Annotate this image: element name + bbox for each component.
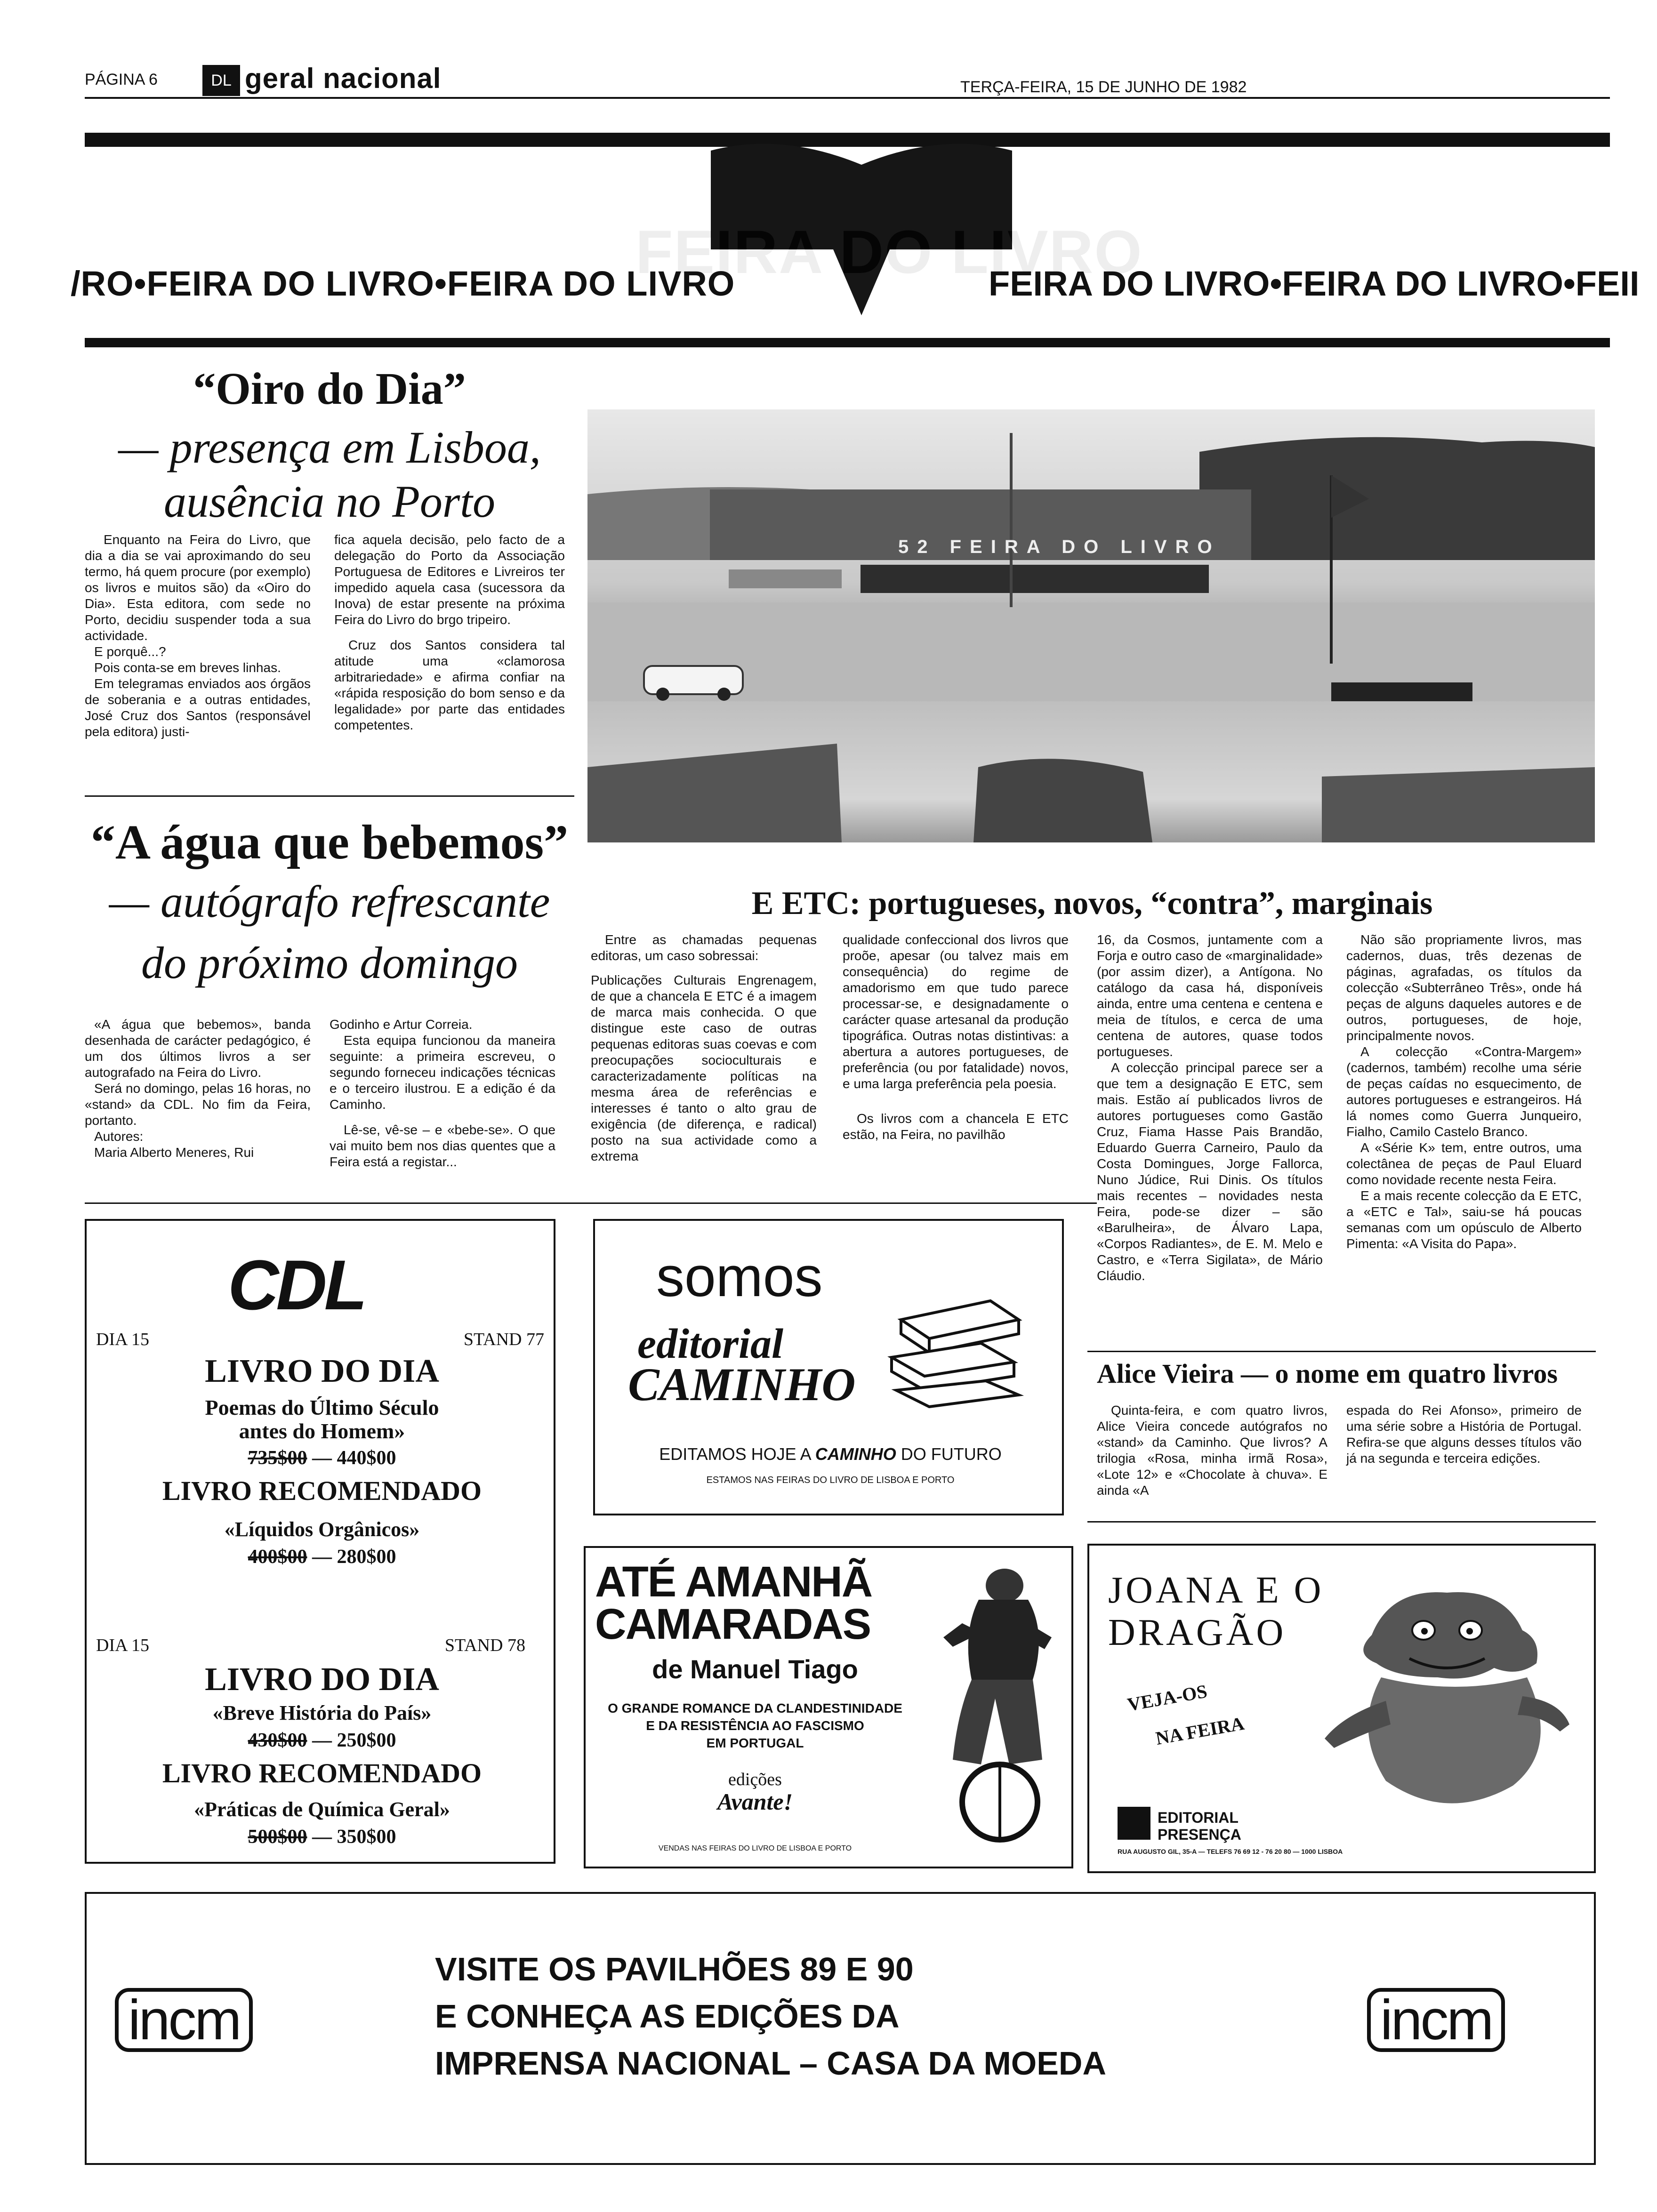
incm-line-3: IMPRENSA NACIONAL – CASA DA MOEDA: [435, 2045, 1107, 2082]
old-price: 400$00: [248, 1546, 307, 1568]
page-number: PÁGINA 6: [85, 71, 158, 88]
paragraph: Publicações Culturais Engrenagem, de que a chancela E ETC é a imagem de marca mais conhecida. O que distingue este caso de outras pequenas editoras suas coevas e com preocupações socioculturais e caracterizadamente políticas na mesma área de referências e interesses é tanto o alto grau de exigência (de diferença, e radical) posto na sua actividade como a extrema: [591, 973, 817, 1163]
banner-strip-left: /RO•FEIRA DO LIVRO•FEIRA DO LIVRO: [71, 264, 735, 303]
incm-line-1: VISITE OS PAVILHÕES 89 E 90: [435, 1951, 914, 1988]
agua-column-2: [330, 1017, 555, 1170]
section-title: geral nacional: [245, 63, 442, 94]
presenca-stamp-1: VEJA-OS: [1126, 1680, 1209, 1715]
caminho-small: ESTAMOS NAS FEIRAS DO LIVRO DE LISBOA E PORTO: [706, 1475, 955, 1485]
incm-logo-left: incm: [115, 1988, 253, 2052]
paragraph: Pois conta-se em breves linhas.: [94, 660, 281, 675]
paragraph: Enquanto na Feira do Livro, que dia a dia se vai aproximando do seu termo, há quem procure (por exemplo) os livros e muitos são) da «Oiro do Dia». Esta editora, com sede no Porto, decidiu suspender toda a sua actividade.: [85, 532, 311, 643]
old-price: 735$00: [248, 1447, 307, 1469]
cdl-book-3: «Breve História do País»: [212, 1701, 432, 1724]
paragraph: Será no domingo, pelas 16 horas, no «stand» da CDL. No fim da Feira, portanto.: [85, 1081, 311, 1128]
slogan-bold: CAMINHO: [815, 1444, 896, 1464]
etc-column-2: [843, 932, 1069, 1143]
cdl-heading-2: LIVRO RECOMENDADO: [162, 1475, 482, 1506]
avante-desc-3: EM PORTUGAL: [706, 1736, 804, 1750]
fair-photo: [587, 409, 1595, 842]
paragraph: Godinho e Artur Correia.: [330, 1017, 473, 1032]
presenca-logo-icon: [1118, 1807, 1150, 1840]
avante-pub-2: Avante!: [717, 1788, 793, 1815]
presenca-ad: [1087, 1544, 1596, 1873]
incm-logo-right: incm: [1367, 1988, 1505, 2052]
oiro-subtitle-2: ausência no Porto: [164, 476, 495, 527]
caminho-editorial: editorial: [637, 1321, 783, 1367]
cdl-price-2: [87, 1546, 557, 1568]
alice-column-2: [1346, 1403, 1582, 1467]
dl-logo: DL: [202, 65, 240, 96]
section-rule: [85, 1202, 1097, 1204]
cdl-stand-2: STAND 78: [444, 1635, 525, 1655]
oiro-column-2: [334, 532, 565, 733]
new-price: — 440$00: [312, 1447, 396, 1469]
presenca-title-1: JOANA E O: [1108, 1570, 1324, 1611]
cdl-book-2: «Líquidos Orgânicos»: [224, 1518, 420, 1541]
avante-desc-2: E DA RESISTÊNCIA AO FASCISMO: [646, 1718, 864, 1733]
cdl-price-3: [87, 1729, 557, 1752]
paragraph: A «Série K» tem, entre outros, uma colectânea de peças de Paul Eluard como novidade recente nesta Feira.: [1346, 1140, 1582, 1187]
avante-desc-1: O GRANDE ROMANCE DA CLANDESTINIDADE: [608, 1701, 902, 1715]
paragraph: qualidade confeccional dos livros que proõe, apesar (ou talvez mais em consequência) do regime de amadorismo em que tudo parece processar-se, e designadamente o carácter quase artesanal da produção tipográfica. Outras notas distintivas: a abertura a autores portugueses, de preferência (ou por fatalidade) novos, e uma larga preferência pela poesia.: [843, 932, 1069, 1091]
avante-pub-1: edições: [728, 1770, 782, 1789]
caminho-somos: somos: [656, 1245, 823, 1308]
paragraph: Cruz dos Santos considera tal atitude uma «clamorosa arbitrariedade» e afirma confiar na «rápida resposição do bom senso e da legalidade» por parte das entidades competentes.: [334, 638, 565, 732]
etc-column-3: [1097, 932, 1323, 1284]
paragraph: Quinta-feira, e com quatro livros, Alice Vieira concede autógrafos no «stand» da Caminho. Que livros? A trilogia «Rosa, minha irmã Rosa», «Lote 12» e «Chocolate à chuva». E ainda «A: [1097, 1403, 1327, 1498]
cdl-book-1b: antes do Homem»: [239, 1419, 405, 1443]
paragraph: Não são propriamente livros, mas cadernos, duas, três dezenas de páginas, agrafadas, os títulos da colecção «Subterrâneo Três», onde há peças de alguns daqueles autores e de outros, portugueses, de hoje, principalmente novos.: [1346, 932, 1582, 1043]
presenca-address: RUA AUGUSTO GIL, 35-A — TELEFS 76 69 12 - 76 20 80 — 1000 LISBOA: [1118, 1848, 1343, 1855]
alice-rule-bottom: [1087, 1521, 1596, 1523]
new-price: — 280$00: [312, 1546, 396, 1568]
old-price: 430$00: [248, 1730, 307, 1751]
cdl-heading-1: LIVRO DO DIA: [205, 1353, 439, 1389]
paragraph: E a mais recente colecção da E ETC, a «ETC e Tal», saiu-se há poucas semanas com um opúsculo de Alberto Pimenta: «A Visita do Papa».: [1346, 1188, 1582, 1251]
cdl-book-4: «Práticas de Química Geral»: [194, 1798, 450, 1821]
etc-title: E ETC: portugueses, novos, “contra”, marginais: [751, 885, 1433, 922]
cdl-price-4: [87, 1826, 557, 1848]
books-stack-icon: [887, 1291, 1028, 1414]
avante-ad: [584, 1546, 1073, 1868]
cdl-stand-1: STAND 77: [463, 1330, 544, 1349]
presenca-title-2: DRAGÃO: [1108, 1612, 1287, 1653]
incm-ad: [85, 1892, 1596, 2165]
agua-title: “A água que bebemos”: [90, 815, 569, 869]
paragraph: A colecção «Contra-Margem» (cadernos, também) recolhe uma série de peças caídas no esquecimento, de autores portugueses e estrangeiros. Há lá nomes como Guerra Junqueiro, Fialho, Camilo Castelo Branco.: [1346, 1044, 1582, 1139]
paragraph: E porquê...?: [94, 644, 166, 659]
paragraph: Em telegramas enviados aos órgãos de soberania e a outras entidades, José Cruz dos Santos (responsável pela editora) justi-: [85, 676, 311, 739]
banner-bottom-band: [85, 338, 1610, 347]
paragraph: A colecção principal parece ser a que tem a designação E ETC, sem mais. Estão aí publicados livros de autores portugueses como Gastão Cruz, Fiama Hasse Pais Brandão, Eduardo Guerra Carneiro, Paulo da Costa Domingues, Jorge Fallorca, Nuno Júdice, Rui Dinis. Os títulos mais recentes – novidades nesta Feira, pode-se dizer – são «Barulheira», de Álvaro Lapa, «Corpos Radiantes», de E. M. Melo e Castro, e «Terra Sigilata», de Mário Cláudio.: [1097, 1060, 1323, 1283]
paragraph: Entre as chamadas pequenas editoras, um caso sobressai:: [591, 932, 817, 963]
oiro-column-1: [85, 532, 311, 740]
paragraph: 16, da Cosmos, juntamente com a Forja e outro caso de «marginalidade» (por assim dizer), a Antígona. No catálogo da casa há, disponíveis ainda, entre uma centena e centena e meia de títulos, e cerca de uma centena de autores, quase todos portugueses.: [1097, 932, 1323, 1059]
agua-column-1: [85, 1017, 311, 1161]
cdl-book-1a: Poemas do Último Século: [205, 1395, 439, 1419]
cdl-heading-3: LIVRO DO DIA: [205, 1661, 439, 1698]
cdl-price-1: [87, 1447, 557, 1469]
paragraph: espada do Rei Afonso», primeiro de uma série sobre a História de Portugal. Refira-se que alguns desses títulos vão já na segunda e terceira edições.: [1346, 1403, 1582, 1466]
cdl-logo: CDL: [228, 1245, 365, 1324]
paragraph: Maria Alberto Meneres, Rui: [94, 1145, 254, 1160]
banner-title: FEIRA DO LIVRO: [635, 217, 1143, 286]
etc-column-1: [591, 932, 817, 1164]
cdl-day-2: DIA 15: [96, 1635, 149, 1655]
cyclist-illustration: [934, 1557, 1066, 1849]
presenca-brand-1: EDITORIAL: [1158, 1809, 1239, 1826]
slogan-pre: EDITAMOS HOJE A: [659, 1444, 811, 1464]
banner-strip-right: FEIRA DO LIVRO•FEIRA DO LIVRO•FEII: [989, 264, 1640, 303]
cdl-heading-4: LIVRO RECOMENDADO: [162, 1758, 482, 1788]
paragraph: «A água que bebemos», banda desenhada de carácter pedagógico, é um dos últimos livros a ser autografado na Feira do Livro.: [85, 1017, 311, 1080]
slogan-post: DO FUTURO: [901, 1444, 1002, 1464]
alice-title: Alice Vieira — o nome em quatro livros: [1097, 1358, 1558, 1389]
paragraph: Esta equipa funcionou da maneira seguinte: a primeira escreveu, o segundo forneceu indicações técnicas e o terceiro ilustrou. E a edição é da Caminho.: [330, 1033, 555, 1112]
avante-title-1: ATÉ AMANHÃ: [595, 1558, 872, 1606]
paragraph: Os livros com a chancela E ETC estão, na Feira, no pavilhão: [843, 1111, 1069, 1142]
incm-line-2: E CONHEÇA AS EDIÇÕES DA: [435, 1998, 900, 2035]
agua-subtitle-1: — autógrafo refrescante: [109, 876, 550, 927]
dragon-illustration: [1315, 1560, 1579, 1823]
new-price: — 350$00: [312, 1826, 396, 1848]
new-price: — 250$00: [312, 1730, 396, 1751]
caminho-ad: [593, 1219, 1064, 1515]
header-rule: [85, 97, 1610, 99]
photo-sign-text: 52 FEIRA DO LIVRO: [898, 537, 1221, 557]
old-price: 500$00: [248, 1826, 307, 1848]
paragraph: Lê-se, vê-se – e «bebe-se». O que vai muito bem nos dias quentes que a Feira está a registar...: [330, 1122, 555, 1169]
fair-scene-image: [587, 409, 1595, 842]
etc-column-4: [1346, 932, 1582, 1252]
avante-title-2: CAMARADAS: [595, 1600, 871, 1648]
alice-column-1: [1097, 1403, 1327, 1499]
caminho-name: CAMINHO: [628, 1358, 856, 1411]
cdl-day-1: DIA 15: [96, 1330, 149, 1349]
alice-rule-top: [1087, 1351, 1596, 1352]
column-rule: [85, 795, 574, 797]
page-date: TERÇA-FEIRA, 15 DE JUNHO DE 1982: [960, 78, 1247, 96]
presenca-stamp-2: NA FEIRA: [1154, 1712, 1246, 1749]
agua-subtitle-2: do próximo domingo: [141, 938, 518, 988]
paragraph: fica aquela decisão, pelo facto de a delegação do Porto da Associação Portuguesa de Editores e Livreiros ter impedido aquela casa (sucessora da Inova) de estar presente na próxima Feira do Livro do brgo tripeiro.: [334, 532, 565, 627]
oiro-title: “Oiro do Dia”: [193, 363, 466, 414]
paragraph: Autores:: [94, 1129, 144, 1144]
cdl-ad: [85, 1219, 555, 1864]
avante-author: de Manuel Tiago: [652, 1654, 858, 1684]
oiro-subtitle-1: — presença em Lisboa,: [118, 422, 541, 473]
caminho-slogan: [595, 1444, 1066, 1464]
avante-small: VENDAS NAS FEIRAS DO LIVRO DE LISBOA E PORTO: [658, 1844, 852, 1852]
presenca-brand-2: PRESENÇA: [1158, 1826, 1241, 1843]
